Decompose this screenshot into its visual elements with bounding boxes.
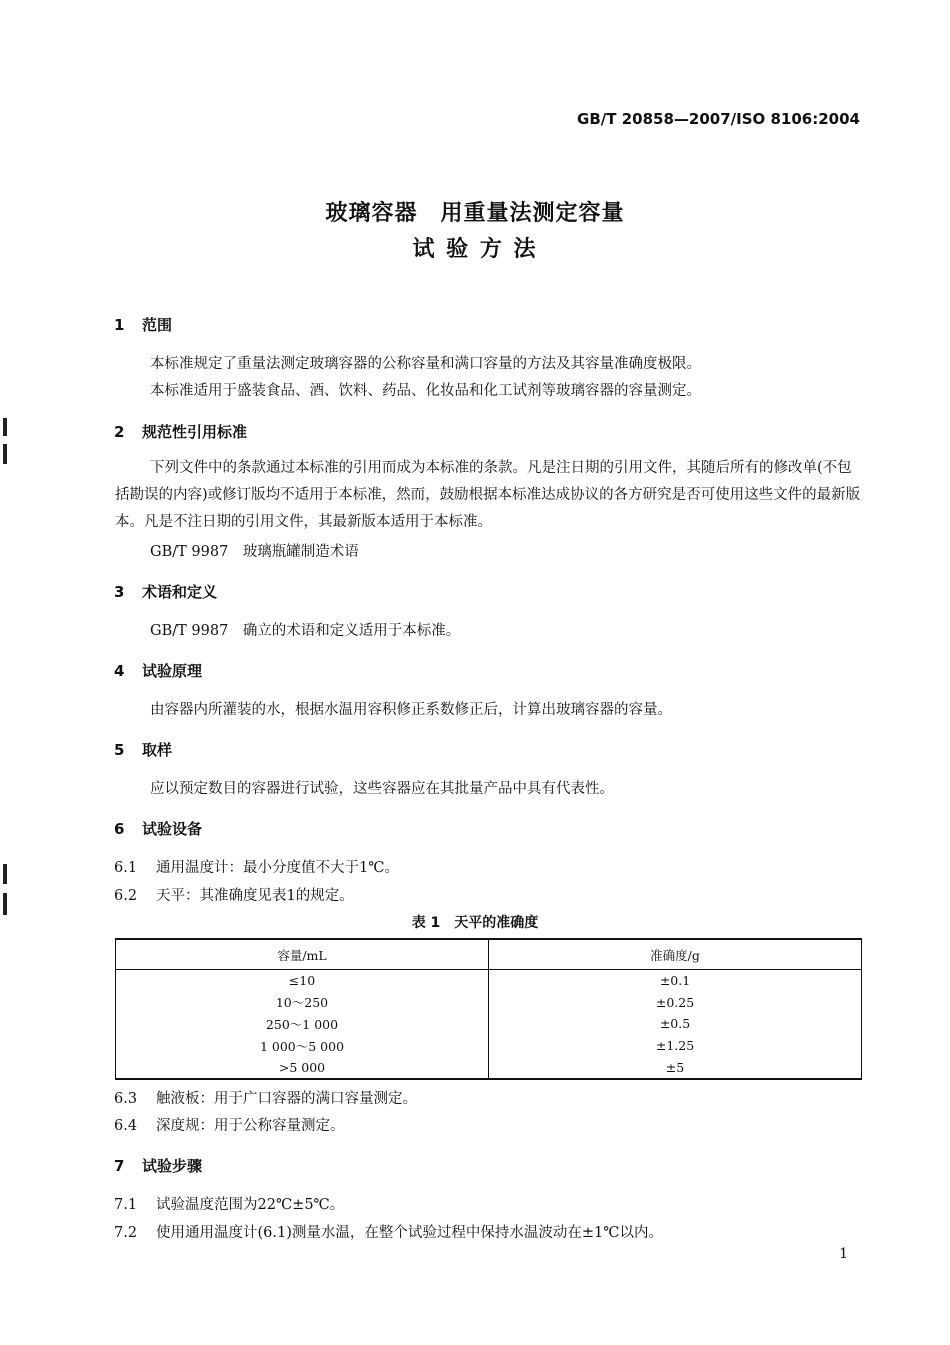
section-2-heading: 2 规范性引用标准 — [114, 423, 248, 441]
table-cell: ±0.1 — [659, 973, 691, 989]
table-row — [116, 1056, 862, 1079]
table-header-row — [116, 939, 862, 970]
table-cell: >5 000 — [116, 1056, 489, 1079]
section-7-heading: 7 试验步骤 — [114, 1157, 203, 1175]
clause-7-1: 7.1 试验温度范围为22℃±5℃。 — [114, 1197, 345, 1213]
column-header: 容量/mL — [116, 939, 489, 970]
table-cell: 250～1 000 — [116, 1013, 489, 1035]
document-subtitle: 试 验 方 法 — [412, 237, 538, 262]
table-row — [116, 1035, 862, 1057]
table-cell: ±1.25 — [655, 1038, 695, 1054]
balance-accuracy-table — [115, 938, 862, 1080]
column-header: 准确度/g — [489, 939, 862, 970]
table-cell: 1 000～5 000 — [116, 1035, 489, 1057]
scan-mark — [3, 893, 7, 915]
table-cell: ±0.25 — [655, 994, 695, 1010]
table-cell: 10～250 — [116, 992, 489, 1014]
table-row — [116, 970, 862, 992]
section-4-paragraph: 由容器内所灌装的水，根据水温用容积修正系数修正后，计算出玻璃容器的容量。 — [150, 702, 672, 718]
page-number: 1 — [839, 1246, 848, 1262]
table-row — [116, 1013, 862, 1035]
section-5-heading: 5 取样 — [114, 741, 173, 759]
scan-mark — [3, 444, 7, 464]
table-cell: ±0.5 — [659, 1016, 691, 1032]
clause-7-2: 7.2 使用通用温度计(6.1)测量水温，在整个试验过程中保持水温波动在±1℃以内。 — [114, 1225, 663, 1241]
document-title: 玻璃容器 用重量法测定容量 — [325, 201, 625, 226]
section-3-heading: 3 术语和定义 — [114, 583, 218, 601]
section-1-paragraph: 本标准适用于盛装食品、酒、饮料、药品、化妆品和化工试剂等玻璃容器的容量测定。 — [150, 383, 701, 399]
section-4-heading: 4 试验原理 — [114, 662, 203, 680]
section-1-paragraph: 本标准规定了重量法测定玻璃容器的公称容量和满口容量的方法及其容量准确度极限。 — [150, 356, 701, 372]
section-3-paragraph: GB/T 9987 确立的术语和定义适用于本标准。 — [150, 623, 461, 639]
section-1-heading: 1 范围 — [114, 316, 173, 334]
table-caption: 表 1 天平的准确度 — [411, 915, 539, 931]
clause-6-3: 6.3 触液板：用于广口容器的满口容量测定。 — [114, 1091, 417, 1107]
normative-reference: GB/T 9987 玻璃瓶罐制造术语 — [150, 544, 359, 560]
scan-mark — [3, 864, 7, 884]
section-2-paragraph: 下列文件中的条款通过本标准的引用而成为本标准的条款。凡是注日期的引用文件，其随后所有的修改单(不包括勘误的内容)或修订版均不适用于本标准，然而，鼓励根据本标准达成协议的各方研究是否可使用这些文件的最新版本。凡是不注日期的引用文件，其最新版本适用于本标准。 — [115, 460, 861, 530]
clause-6-1: 6.1 通用温度计：最小分度值不大于1℃。 — [114, 860, 399, 876]
scan-mark — [3, 418, 7, 436]
section-6-heading: 6 试验设备 — [114, 820, 203, 838]
table-row — [116, 992, 862, 1014]
table-cell: ≤10 — [116, 970, 489, 992]
clause-6-2: 6.2 天平：其准确度见表1的规定。 — [114, 888, 354, 904]
clause-6-4: 6.4 深度规：用于公称容量测定。 — [114, 1118, 345, 1134]
standard-number: GB/T 20858—2007/ISO 8106:2004 — [577, 110, 860, 128]
table-cell: ±5 — [665, 1059, 685, 1075]
section-5-paragraph: 应以预定数目的容器进行试验，这些容器应在其批量产品中具有代表性。 — [150, 781, 614, 797]
